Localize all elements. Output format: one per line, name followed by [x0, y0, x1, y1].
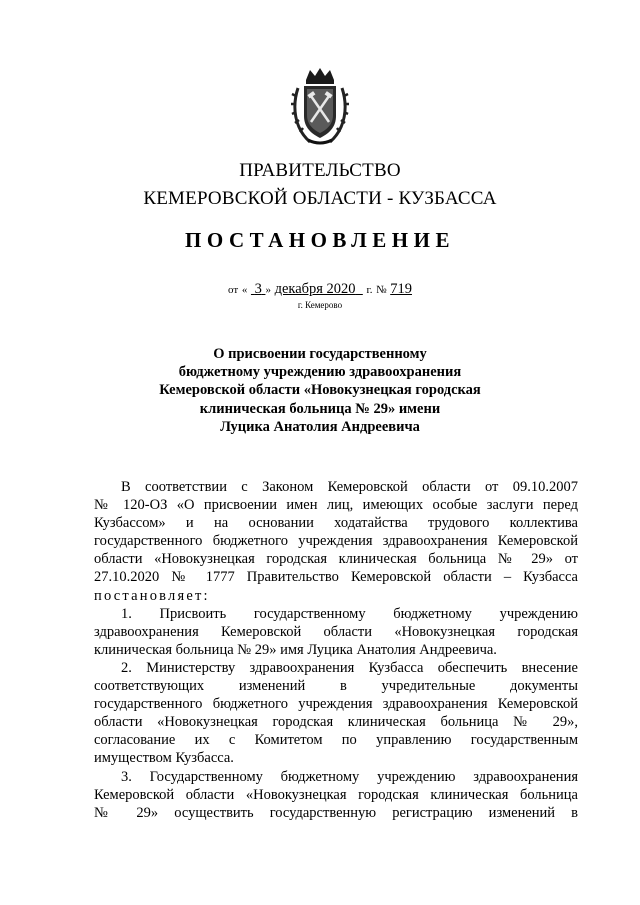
number-label: №: [376, 284, 387, 296]
item2-line: 2. Министерству здравоохранения Кузбасса обеспечить внесение: [121, 659, 578, 676]
date-month-year: декабря 2020: [274, 281, 356, 297]
item2-line: области «Новокузнецкая городская клиническая больница № 29»,: [94, 714, 578, 731]
date-year-suffix: г.: [366, 284, 373, 296]
government-name-line1: ПРАВИТЕЛЬСТВО: [239, 160, 401, 181]
item3-line: 3. Государственному бюджетному учреждению здравоохранения: [121, 768, 578, 785]
date-quote-open: «: [241, 284, 248, 296]
resolves-word: постановляет:: [94, 587, 210, 604]
date-day: 3: [254, 281, 262, 297]
title-line: О присвоении государственному: [213, 346, 427, 362]
preamble-line: № 120-ОЗ «О присвоении имен лиц, имеющих особые заслуги перед: [94, 497, 578, 514]
title-line: Луцика Анатолия Андреевича: [220, 418, 420, 435]
item3-line: № 29» осуществить государственную регистрацию изменений в: [94, 804, 578, 821]
preamble-line: Кузбассом» и на основании ходатайства трудового коллектива: [94, 515, 578, 532]
date-quote-close: »: [265, 284, 271, 296]
item2-line: соответствующих изменений в учредительные документы: [94, 678, 578, 695]
item2-line: государственного бюджетного учреждения здравоохранения Кемеровской: [94, 696, 578, 713]
document-type-heading: ПОСТАНОВЛЕНИЕ: [185, 228, 455, 252]
item1-line: здравоохранения Кемеровской области «Новокузнецкая городская: [94, 623, 578, 640]
preamble-line: государственного бюджетного учреждения здравоохранения Кемеровской: [94, 533, 578, 550]
preamble-line: В соответствии с Законом Кемеровской области от 09.10.2007: [121, 479, 578, 495]
document-date-line: [0, 281, 640, 298]
city-label: г. Кемерово: [297, 300, 343, 310]
document-body: [94, 478, 578, 822]
coat-of-arms-emblem: [290, 66, 350, 148]
date-from-label: от: [228, 284, 239, 296]
title-line: бюджетному учреждению здравоохранения: [178, 364, 462, 381]
document-number: 719: [390, 281, 412, 297]
title-line: клиническая больница № 29» имени: [199, 400, 441, 417]
preamble-line: 27.10.2020 № 1777 Правительство Кемеровской области – Кузбасса: [94, 569, 578, 586]
item1-line: клиническая больница № 29» имя Луцика Анатолия Андреевича.: [94, 641, 497, 658]
item1-line: 1. Присвоить государственному бюджетному учреждению: [121, 605, 578, 622]
title-line: Кемеровской области «Новокузнецкая городская: [159, 382, 481, 399]
item2-line: согласование их с Комитетом по управлению государственным: [94, 732, 578, 749]
item2-line: имуществом Кузбасса.: [94, 750, 234, 767]
document-title: [130, 345, 510, 436]
preamble-line: области «Новокузнецкая городская клиническая больница № 29» от: [94, 551, 578, 568]
item3-line: Кемеровской области «Новокузнецкая городская клиническая больница: [94, 786, 578, 803]
government-name-line2: КЕМЕРОВСКОЙ ОБЛАСТИ - КУЗБАССА: [143, 188, 497, 209]
